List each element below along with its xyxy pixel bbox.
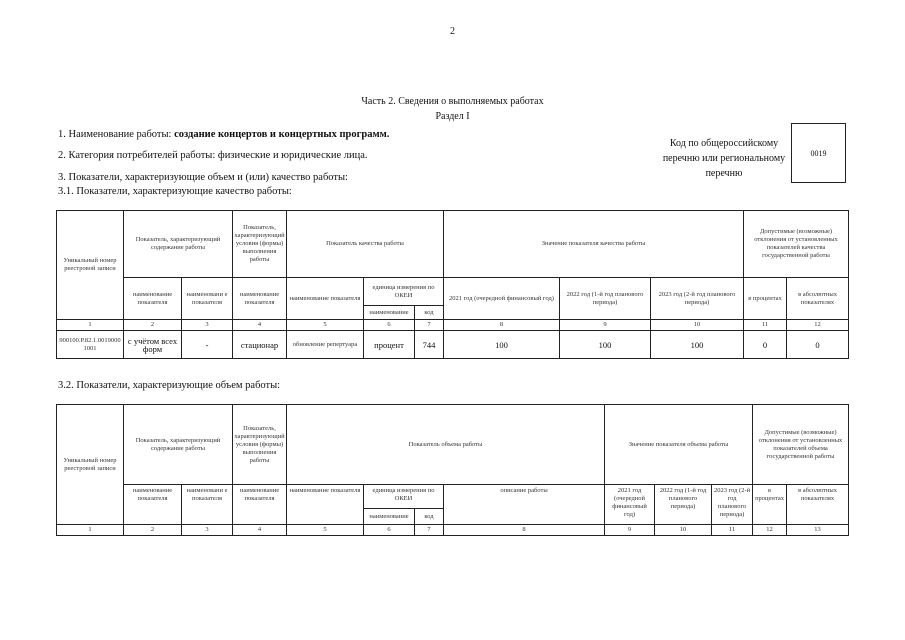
column-number: 8 [444, 525, 605, 536]
column-number: 12 [753, 525, 787, 536]
header-name-4: наименование показателя [287, 278, 364, 320]
column-number: 1 [57, 320, 124, 331]
column-number: 1 [57, 525, 124, 536]
registry-code-box: 0019 [791, 123, 846, 183]
column-number: 8 [444, 320, 560, 331]
column-number: 11 [744, 320, 787, 331]
header-name-1: наименование показателя [124, 278, 182, 320]
column-number: 2 [124, 525, 182, 536]
page-number: 2 [450, 26, 455, 37]
header-volume-indicator: Показатель объема работы [287, 405, 605, 485]
header-quality-indicator: Показатель качества работы [287, 211, 444, 278]
header-registry-number: Уникальный номер реестровой записи [57, 211, 124, 320]
header-allowed-deviations: Допустимые (возможные) отклонения от установленных показателей качества государственной работы [744, 211, 849, 278]
content-value-1: с учётом всех форм [124, 331, 182, 359]
content-value-2: - [182, 331, 233, 359]
column-number: 10 [651, 320, 744, 331]
header-name-2: наименовани е показателя [182, 485, 233, 525]
header-condition-indicator: Показатель, характеризующий условия (формы) выполнения работы [233, 211, 287, 278]
value-2021: 100 [444, 331, 560, 359]
volume-heading: 3.2. Показатели, характеризующие объем работы: [58, 380, 281, 391]
header-condition-indicator: Показатель, характеризующий условия (формы) выполнения работы [233, 405, 287, 485]
header-name-3: наименование показателя [233, 278, 287, 320]
deviation-absolute: 0 [787, 331, 849, 359]
column-number: 5 [287, 525, 364, 536]
column-number: 12 [787, 320, 849, 331]
header-year-2021: 2021 год (очередной финансовый год) [605, 485, 655, 525]
column-number: 4 [233, 320, 287, 331]
header-allowed-deviations: Допустимые (возможные) отклонения от установленных показателей объема государственной работы [753, 405, 849, 485]
work-name-line [58, 129, 389, 140]
header-unit-code: код [415, 306, 444, 320]
header-name-4: наименование показателя [287, 485, 364, 525]
header-year-2022: 2022 год (1-й год планового периода) [560, 278, 651, 320]
header-unit-name: наименование [364, 306, 415, 320]
column-numbers-row [57, 320, 849, 331]
header-year-2023: 2023 год (2-й год планового периода) [651, 278, 744, 320]
deviation-percent: 0 [744, 331, 787, 359]
header-absolute: в абсолютных показателях [787, 278, 849, 320]
header-name-2: наименовани е показателя [182, 278, 233, 320]
column-number: 7 [415, 320, 444, 331]
consumer-category: 2. Категория потребителей работы: физические и юридические лица. [58, 150, 368, 161]
work-name-value: создание концертов и концертных программ. [174, 129, 390, 140]
column-number: 9 [605, 525, 655, 536]
column-number: 10 [655, 525, 712, 536]
header-percent: в процентах [744, 278, 787, 320]
header-unit: единица измерения по ОКЕИ [364, 485, 444, 509]
value-2023: 100 [651, 331, 744, 359]
column-number: 5 [287, 320, 364, 331]
table-row [57, 331, 849, 359]
section-title: Раздел I [435, 111, 470, 122]
condition-value: стационар [233, 331, 287, 359]
header-volume-values: Значение показателя объема работы [605, 405, 753, 485]
value-2022: 100 [560, 331, 651, 359]
column-number: 6 [364, 525, 415, 536]
header-percent: в процентах [753, 485, 787, 525]
column-number: 6 [364, 320, 415, 331]
header-unit: единица измерения по ОКЕИ [364, 278, 444, 306]
column-number: 4 [233, 525, 287, 536]
header-year-2023: 2023 год (2-й год планового периода) [712, 485, 753, 525]
header-content-indicator: Показатель, характеризующий содержание работы [124, 405, 233, 485]
registry-number: 900100.Р.82.1.00190001001 [57, 331, 124, 359]
column-number: 3 [182, 320, 233, 331]
column-number: 13 [787, 525, 849, 536]
unit-code: 744 [415, 331, 444, 359]
work-name-label: 1. Наименование работы: [58, 129, 172, 140]
quality-heading: 3.1. Показатели, характеризующие качество работы: [58, 186, 292, 197]
header-content-indicator: Показатель, характеризующий содержание работы [124, 211, 233, 278]
header-year-2021: 2021 год (очередной финансовый год) [444, 278, 560, 320]
unit-name: процент [364, 331, 415, 359]
column-number: 2 [124, 320, 182, 331]
column-number: 11 [712, 525, 753, 536]
header-unit-name: наименование [364, 509, 415, 525]
volume-table [56, 404, 849, 536]
quality-table [56, 210, 849, 359]
column-numbers-row [57, 525, 849, 536]
header-unit-code: код [415, 509, 444, 525]
header-registry-number: Уникальный номер реестровой записи [57, 405, 124, 525]
header-name-1: наименование показателя [124, 485, 182, 525]
column-number: 9 [560, 320, 651, 331]
header-year-2022: 2022 год (1-й год планового периода) [655, 485, 712, 525]
column-number: 7 [415, 525, 444, 536]
column-number: 3 [182, 525, 233, 536]
indicator-name: обновление репертуара [287, 331, 364, 359]
header-description: описание работы [444, 485, 605, 525]
part-title: Часть 2. Сведения о выполняемых работах [361, 96, 544, 107]
header-name-3: наименование показателя [233, 485, 287, 525]
header-absolute: в абсолютных показателях [787, 485, 849, 525]
part-heading [0, 94, 905, 124]
indicators-heading: 3. Показатели, характеризующие объем и (или) качество работы: [58, 172, 348, 183]
header-quality-values: Значение показателя качества работы [444, 211, 744, 278]
registry-code-label: Код по общероссийскому перечню или региональному перечню [662, 138, 786, 179]
